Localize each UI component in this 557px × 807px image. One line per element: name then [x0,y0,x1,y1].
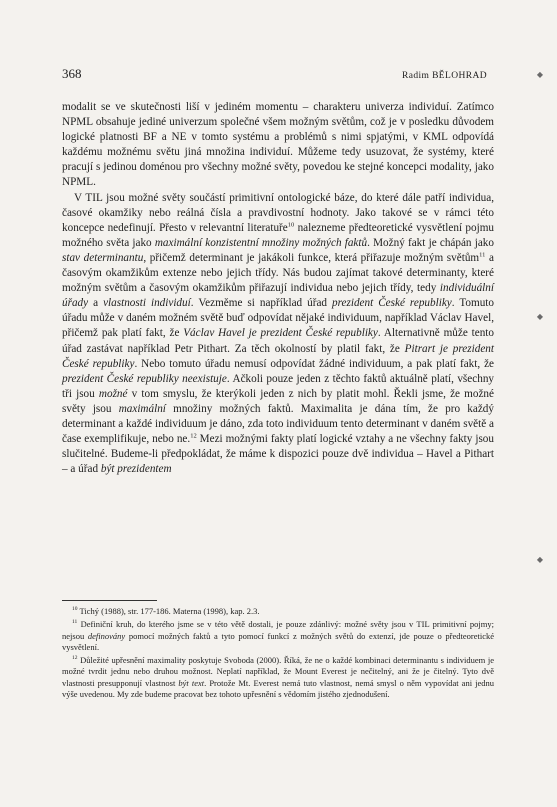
text-run: . Ačkoli pouze jeden z těchto faktů aktuálně platí, všechny tři jsou [62,372,495,400]
italic-term: Václav Havel je prezident České republiky [183,327,378,340]
margin-mark: ◆ [536,70,543,79]
text-run: množiny možných faktů. Maximalita je dána tím, že pro každý determinant a každé individuum je dáno, zda toto individuum tento determinant v daném světě a čase exemplifikuje, nebo ne. [62,402,494,446]
margin-mark: ◆ [536,555,543,564]
text-run: Důležité upřesnění maximality poskytuje Svoboda (2000). Říká, že ne o každé kombinaci determinantu s individuem je možné tvrdit jednu nebo druhou možnost. Neplatí například, že Mount Everest je nečitelný, ani že je čitelný. Tyto dvě vlastnosti presupponují vlastnost [62,655,494,688]
paragraph [62,100,494,191]
text-run: Definiční kruh, do kterého jsme se v této větě dostali, je pouze zdánlivý: možné světy jsou v TIL primitivní pojmy; nejsou [62,619,494,641]
running-head: Radim BĚLOHRAD [401,71,487,81]
text-run: Mezi možnými fakty platí logické vztahy a ne všechny fakty jsou slučitelné. Budeme-li předpokládat, že máme k dispozici pouze dvě individua – Havel a Pithart – a úřad [62,433,494,476]
text-run: . Protože Mt. Everest nemá tuto vlastnost, nemá smysl o něm vypovídat ani jednu výše uvedenou. My zde budeme pracovat bez tohoto upřesnění s vědomím jistého zjednodušení. [62,677,495,700]
italic-term: možné [98,387,128,400]
text-run: a [88,297,104,310]
body-text [62,100,494,477]
italic-term: prezident České republiky neexistuje [62,372,227,385]
footnote-ref: 11 [72,619,78,626]
italic-term: definovány [87,630,126,641]
italic-term: individuální úřady [62,282,494,310]
footnote-ref: 10 [287,221,295,229]
italic-term: být text [178,677,205,688]
footnote-ref: 11 [479,251,486,259]
italic-term: být prezidentem [100,463,172,476]
footnote [62,619,494,653]
footnotes [62,606,494,702]
italic-term: vlastnosti individuí [103,297,191,310]
page-header [62,66,487,82]
footnote-ref: 10 [72,606,78,613]
text-run: . Možný fakt je chápán jako [367,236,494,249]
page-number: 368 [62,66,82,81]
footnote-ref: 12 [190,432,197,440]
text-run: pomocí možných faktů a tyto pomocí funkcí z možných světů do extenzí, jde pouze o předteoretické vysvětlení. [62,630,494,652]
text-run: V TIL jsou možné světy součástí primitivní ontologické báze, do které dále patří individua, časové okamžiky nebo reálná čísla a pravdivostní hodnoty. Jako takové se v rámci této koncepce nedefinují. Přesto v relevantní literatuře [62,191,494,234]
text-run: nalezneme předteoretické vysvětlení pojmu možného světa jako [62,221,494,249]
text-run: . Nebo tomuto úřadu nemusí odpovídat žádné individuum, a pak platí fakt, že [134,357,494,370]
paragraph [62,191,494,478]
footnote-ref: 12 [72,655,78,662]
text-run: modalit se ve skutečnosti liší v jediném momentu – charakteru univerza individuí. Zatímco NPML obsahuje jediné univerzum společné všem možným světům, což je v posledku důvodem logické platnosti BF a NE v tomto systému a problémů s nimi spjatými, v KML odpovídá každému možnému světu jiná množina individuí. Můžeme tedy usuzovat, že systémy, které pracují s jedinou doménou pro všechny možné světy, povedou ke stejné koncepci modality, jako NPML. [62,101,494,189]
text-run: v tom smyslu, že kterýkoli jeden z nich by platit mohl. Řekli jsme, že možné světy jsou [62,387,494,415]
footnote [62,606,494,617]
margin-mark: ◆ [536,312,543,321]
text-run: , přičemž determinant je jakákoli funkce, která přiřazuje možným světům [143,251,480,264]
text-run: . Vezměme si například úřad [190,297,332,310]
text-run: . Tomuto úřadu může v daném možném světě buď odpovídat nějaké individuum, například Václav Havel, přičemž pak platí fakt, že [62,297,494,340]
italic-term: stav determinantu [62,251,144,264]
text-run: Tichý (1988), str. 177-186. Materna (1998), kap. 2.3. [77,606,260,616]
footnote [62,655,494,700]
italic-term: maximální [118,402,166,415]
footnote-separator [62,600,157,601]
text-run: . Alternativně může tento úřad zastávat například Petr Pithart. Za těch okolností by platil fakt, že [62,327,494,355]
italic-term: prezident České republiky [332,297,452,310]
text-run: a časovým okamžikům extenze nebo jejich třídy. Nás budou zajímat takové determinanty, které možným světům a časovým okamžikům přiřazují individua nebo jejich třídy, tedy [62,251,494,295]
italic-term: Pitrart je prezident České republiky [62,342,494,370]
italic-term: maximální konzistentní množiny možných faktů [154,236,368,249]
